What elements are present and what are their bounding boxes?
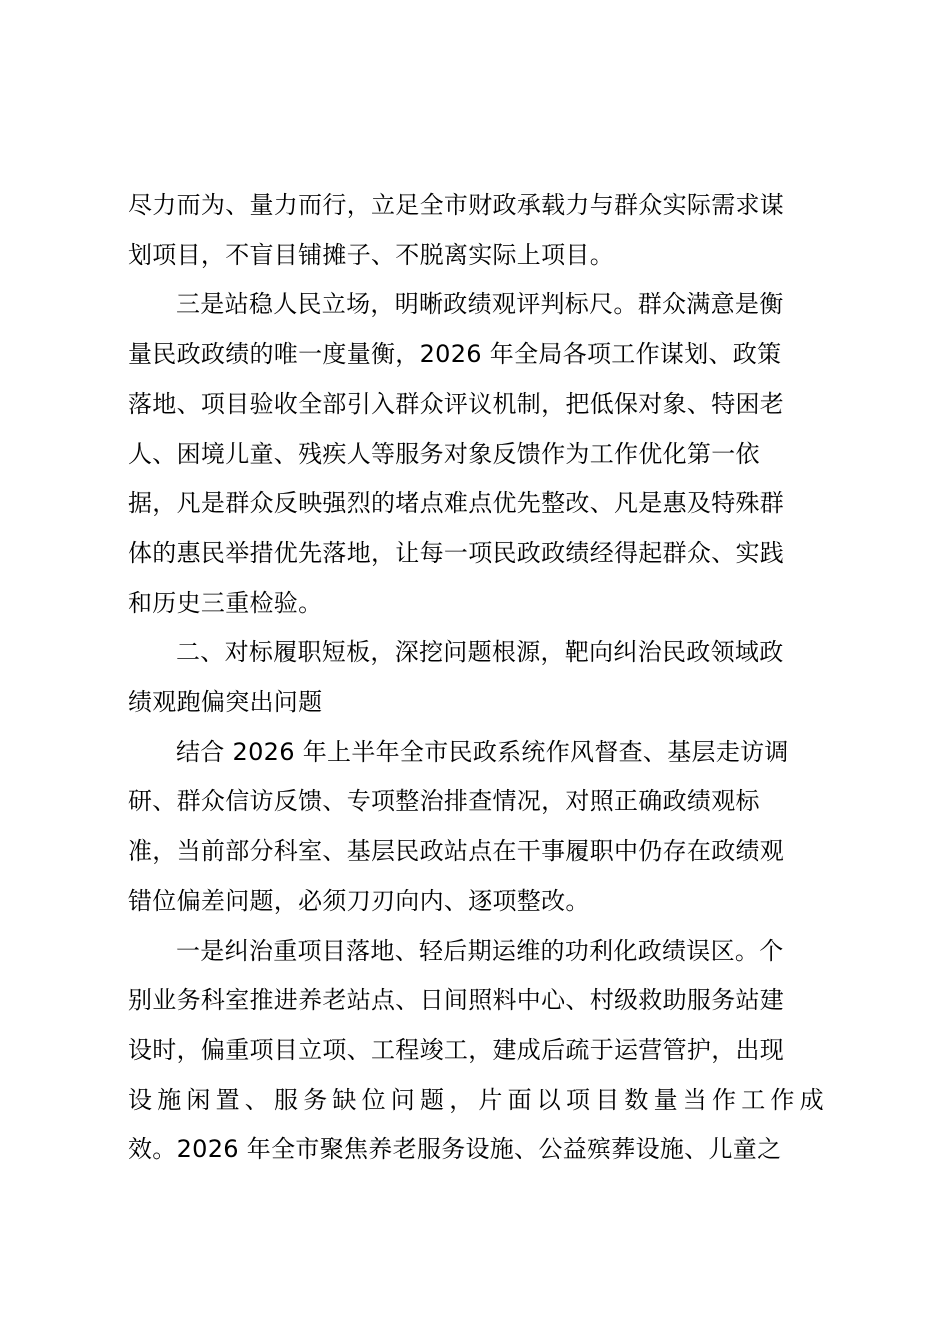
document-body: [128, 181, 832, 1175]
text-line: 据，凡是群众反映强烈的堵点难点优先整改、凡是惠及特殊群: [128, 489, 785, 518]
text-line: 准，当前部分科室、基层民政站点在干事履职中仍存在政绩观: [128, 837, 785, 866]
text-line: 别业务科室推进养老站点、日间照料中心、村级救助服务站建: [128, 986, 785, 1015]
text-line: 结合 2026 年上半年全市民政系统作风督查、基层走访调: [176, 737, 789, 766]
text-line: 一是纠治重项目落地、轻后期运维的功利化政绩误区。个: [176, 936, 784, 965]
text-line: 研、群众信访反馈、专项整治排查情况，对照正确政绩观标: [128, 787, 760, 816]
text-line: 错位偏差问题，必须刀刃向内、逐项整改。: [128, 886, 590, 915]
text-line: 三是站稳人民立场，明晰政绩观评判标尺。群众满意是衡: [176, 290, 784, 319]
paragraph-people-stance: [128, 280, 832, 628]
text-line: 体的惠民举措优先落地，让每一项民政政绩经得起群众、实践: [128, 538, 785, 567]
text-line: 划项目，不盲目铺摊子、不脱离实际上项目。: [128, 240, 614, 269]
paragraph-project-misconception: [128, 927, 832, 1176]
text-line: 设时，偏重项目立项、工程竣工，建成后疏于运营管护，出现: [128, 1035, 785, 1064]
text-line: 绩观跑偏突出问题: [128, 688, 323, 717]
text-line: 尽力而为、量力而行，立足全市财政承载力与群众实际需求谋: [128, 191, 785, 219]
text-line: 效。2026 年全市聚焦养老服务设施、公益殡葬设施、儿童之: [128, 1135, 782, 1164]
text-line: 量民政政绩的唯一度量衡，2026 年全局各项工作谋划、政策: [128, 340, 782, 369]
paragraph-continuation: [128, 181, 832, 280]
text-line: 二、对标履职短板，深挖问题根源，靶向纠治民政领域政: [176, 638, 784, 667]
text-line: 和历史三重检验。: [128, 588, 323, 617]
text-line: 落地、项目验收全部引入群众评议机制，把低保对象、特困老: [128, 389, 785, 418]
paragraph-inspection-context: [128, 728, 832, 927]
text-line: 设施闲置、服务缺位问题，片面以项目数量当作工作成: [128, 1085, 829, 1114]
text-line: 人、困境儿童、残疾人等服务对象反馈作为工作优化第一依: [128, 439, 760, 468]
section-heading-two: [128, 628, 832, 727]
